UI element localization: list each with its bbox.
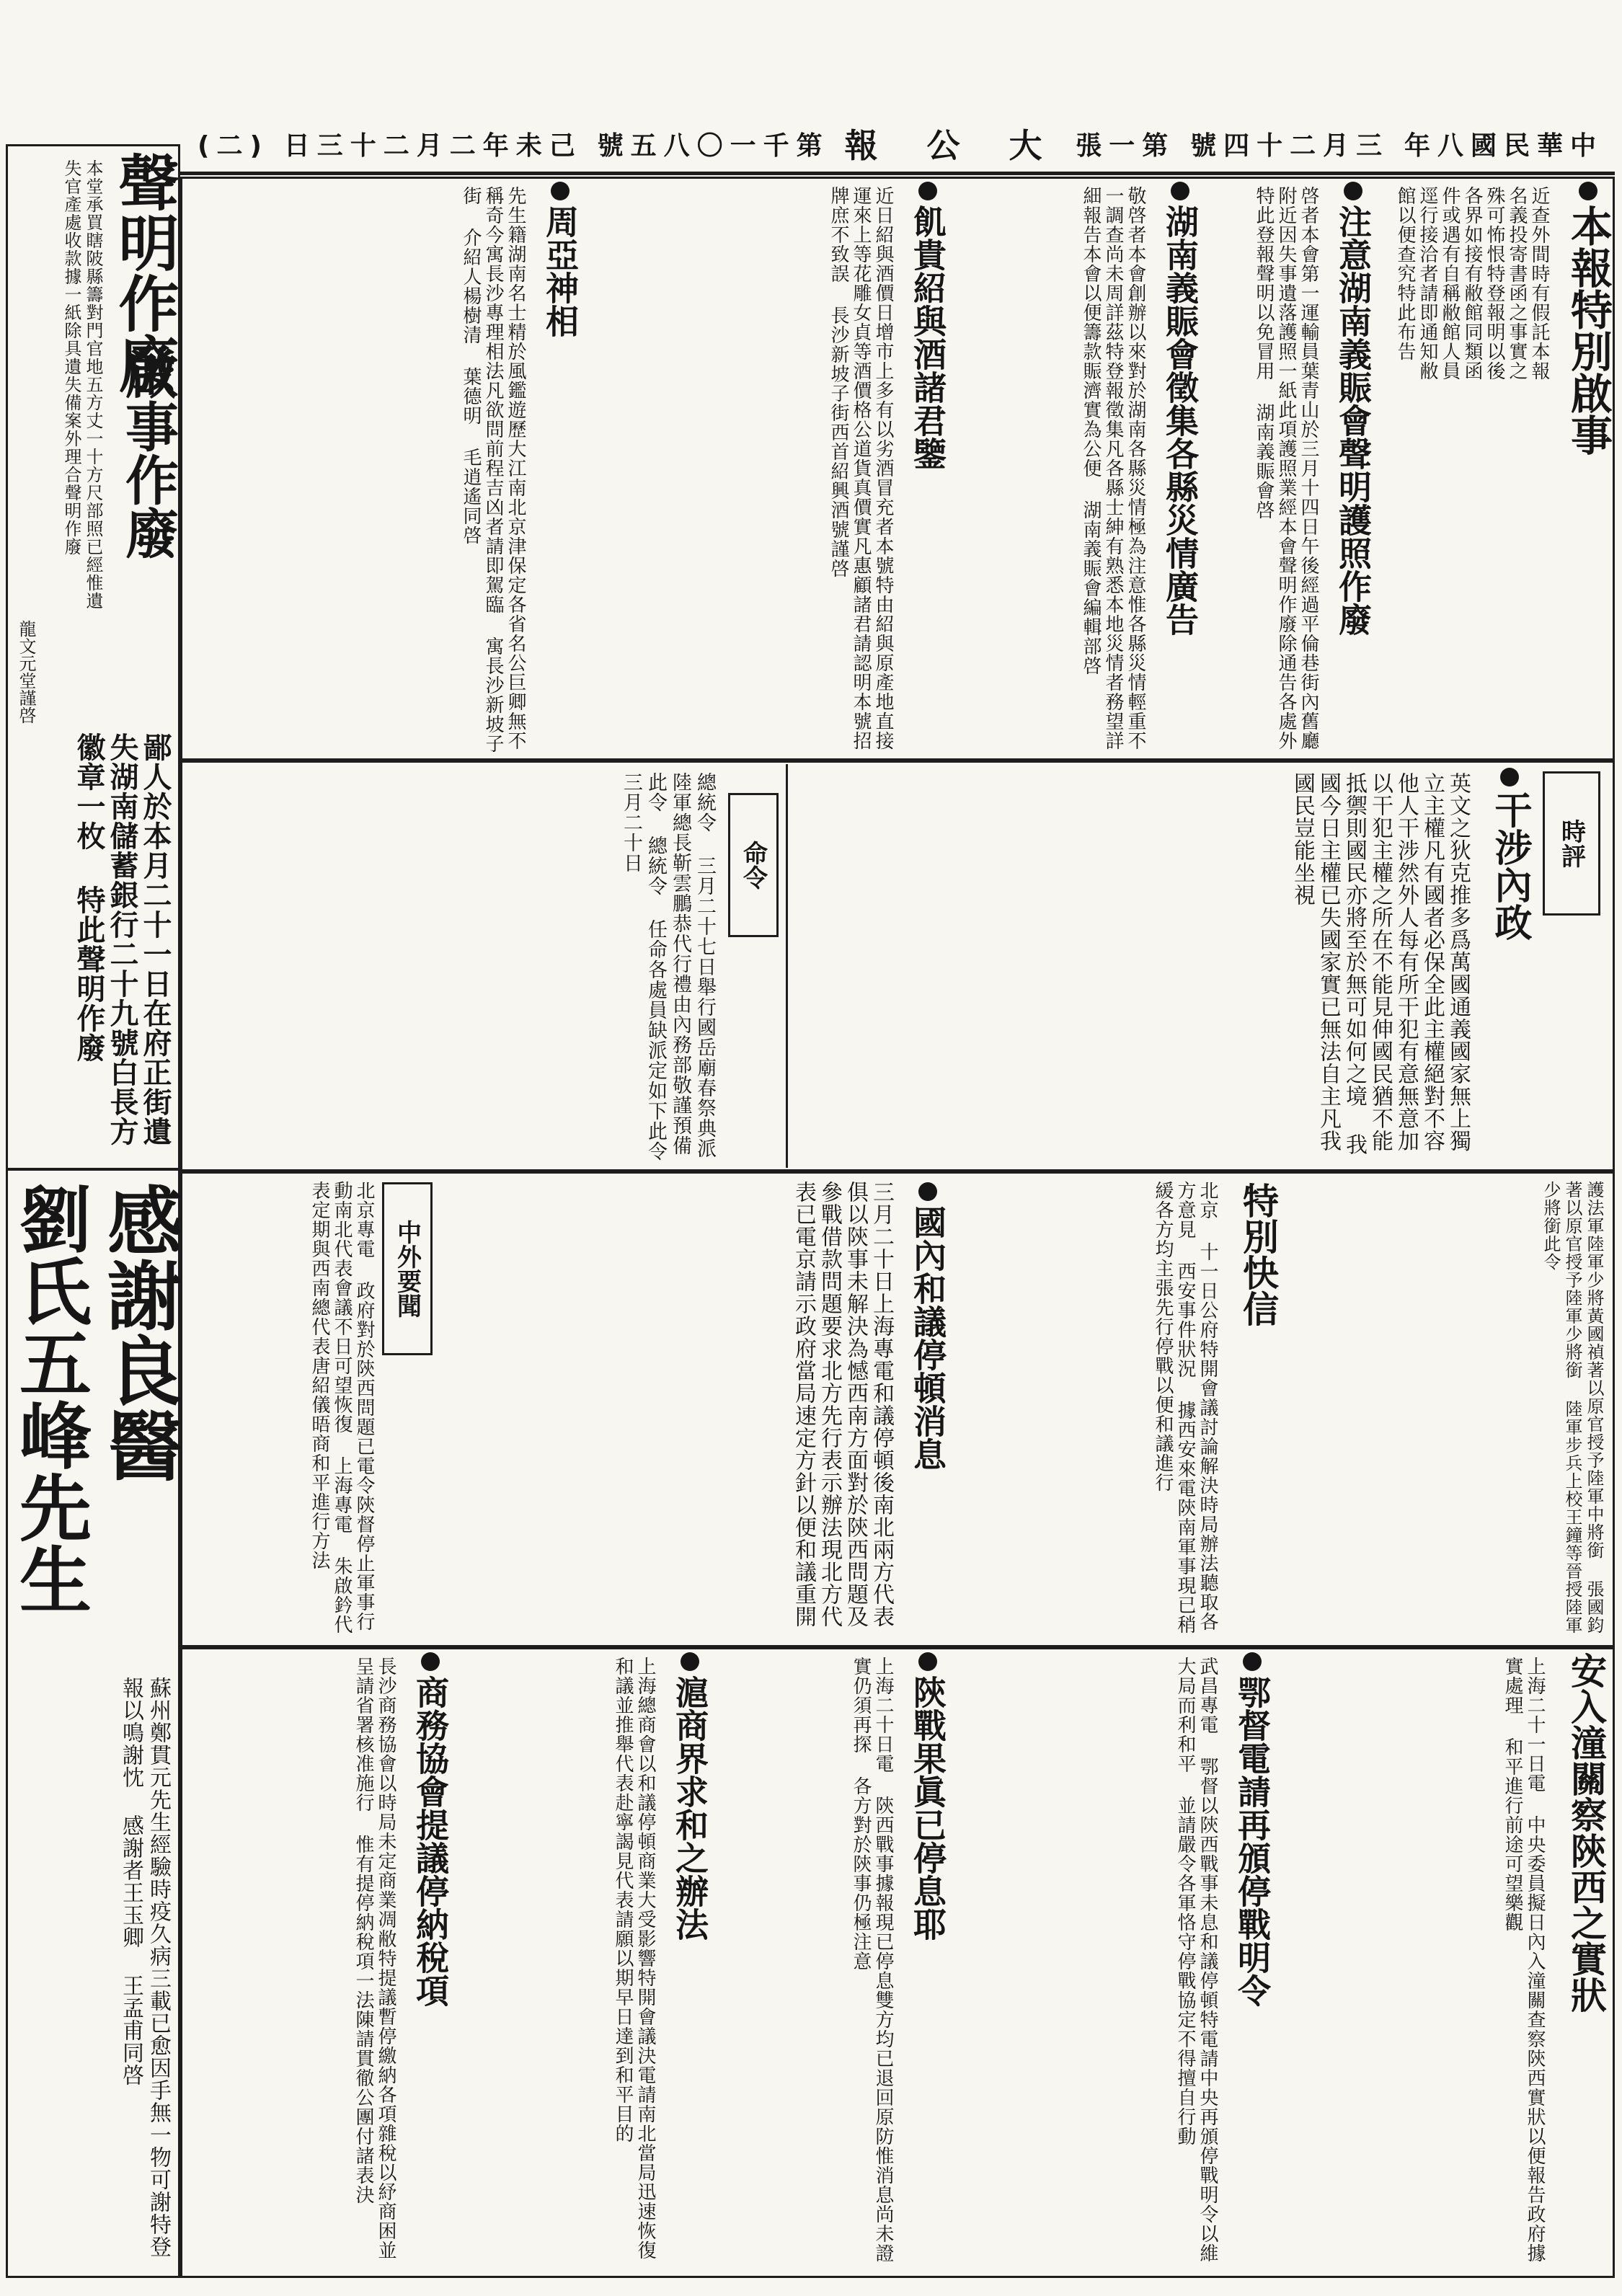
weekday-line: 號四十二月三 xyxy=(1190,130,1390,161)
ad1-text: 本堂承買瞎陂縣籌對門官地五方丈一十方尺部照已經惟遺失官產處收款據一紙除具遺失備案外理合聲明作廢 xyxy=(61,159,103,610)
ad2-title: 啟事作廢 xyxy=(117,346,179,559)
left-ad-divider xyxy=(7,1168,179,1171)
a14-title: 滬商界求和之辦法 xyxy=(663,1652,706,1969)
ad1-signer: 龍文元堂謹啓 xyxy=(16,620,36,724)
orders-badge: 命令 xyxy=(728,793,779,937)
a4-text: 近日紹與酒價日增市上多有以劣酒冒充者本號特由紹與原產地直接運來上等花雕女貞等酒價格公道貨真價實凡惠顧諸君請認明本號招牌庶不致誤 長沙新坡子街西首紹興酒號謹啓 xyxy=(828,186,894,750)
issue-number: 號五八〇一千第 xyxy=(597,130,830,161)
a1-text: 近查外間時有假託本報名義投寄書函之事實之殊可怖恨特登報明以後各界如接有敝館同類函件或遇有自稱敝館人員逕行接洽者請即通知敝館以便查究特此布告 xyxy=(1394,186,1550,381)
a3-text: 敬啓者本會創辦以來對於湖南各縣災情極為注意惟各縣災情輕重不一調查尚未周詳茲特登報徵集凡各縣士紳有熟悉本地災情者務望詳細報告本會以便籌款賑濟實為公便 湖南義賑會編輯部啓 xyxy=(1080,186,1146,750)
a10-text: 北京 十一日公府特開會議討論解決時局辦法聽取各方意見 西安事件狀況 據西安來電陝南軍事現已稍緩各方均主張先行停戰以便和議進行 xyxy=(1152,1181,1218,1634)
a12-text: 武昌專電 鄂督以陝西戰事未息和議停頓特電請中央再頒停戰明令以維大局而利和平 並請嚴令各軍恪守停戰協定不得擅自行動 xyxy=(1174,1657,1218,2263)
bullet-icon xyxy=(1500,768,1519,786)
commentary-badge: 時評 xyxy=(1543,771,1600,916)
a2-title: 注意湖南義賑會聲明護照作廢 xyxy=(1326,182,1370,585)
masthead-strip xyxy=(186,115,1615,172)
middle-divider xyxy=(786,764,788,1168)
bullet-icon xyxy=(1171,182,1189,200)
a6-text: 英文之狄克推多爲萬國通義國家無上獨立主權凡有國者必保全此主權絕對不容他人干涉然外人每有所干犯有意無意加以干犯主權之所在不能見伸國民猶不能抵禦則國民亦將至於無可如何之境 我國今日主權已失國家實已無法自主凡我國民豈能坐視 xyxy=(1290,772,1471,1156)
bullet-icon xyxy=(551,182,570,200)
a5-text: 先生籍湖南名士精於風鑑遊歷大江南北京津保定各省名公巨卿無不稱奇今寓長沙專理相法凡欲問前程吉凶者請即駕臨 寓長沙新坡子街 介紹人楊樹清 葉德明 毛逍遙同啓 xyxy=(460,186,526,753)
a12-title: 鄂督電請再頒停戰明令 xyxy=(1226,1652,1269,2027)
bullet-icon xyxy=(1243,1652,1262,1671)
a14-text: 上海總商會以和議停頓商業大受影響特開會議決電請南北當局迅速恢復和議並推舉代表赴寧謁見代表請願以期早日達到和平目的 xyxy=(612,1657,656,2260)
a4-title: 飢貴紹與酒諸君鑒 xyxy=(901,182,944,542)
a11-title: 陝戰果眞已停息耶 xyxy=(901,1652,944,1984)
a2-text: 啓者本會第一運輸員葉青山於三月十四日午後經過平倫巷街內舊廳附近因失事遺落護照一紙此項護照業經本會聲明作廢除通告各處外特此登報聲明以免冒用 湖南義賑會啓 xyxy=(1253,186,1319,750)
a13-title: 安入潼關察陝西之實狀 xyxy=(1565,1652,1607,2013)
bullet-icon xyxy=(421,1652,440,1671)
sheet-number: 張一第 xyxy=(1076,130,1176,161)
a10-title: 特別快信 xyxy=(1237,1182,1279,1326)
a7-text: 總統令 三月二十七日舉行國岳廟春祭典派陸軍總長靳雲鵬恭代行禮由內務部敬謹預備此令 總統令 任命各處員缺派定如下此令 三月二十日 xyxy=(620,772,716,1161)
a8-text: 三月二十日上海專電和議停頓後南北兩方代表俱以陝事未解決為憾西南方面對於陝西問題及參戰借款問題要求北方先行表示辦法現北方代表已電京請示政府當局速定方針以便和議重開 xyxy=(791,1181,894,1628)
bullet-icon xyxy=(1344,182,1362,200)
a15-text: 長沙商務協會以時局未定商業凋敝特提議暫停繳納各項雜稅以紓商困並呈請省署核准施行 惟有提停納稅項一法陳請貫徹公團付諸表決 xyxy=(353,1657,396,2260)
bullet-icon xyxy=(681,1652,699,1671)
a8-title: 國內和議停頓消息 xyxy=(901,1182,944,1579)
chronicle-text: 護法軍陸軍少將黃國禎著以原官授予陸軍中將銜 張國鈞著以原官授予陸軍少將銜 陸軍步兵上校王鐘等晉授陸軍少將銜此令 xyxy=(1541,1181,1604,1634)
ad3-title: 感謝良醫 xyxy=(94,1182,182,1482)
masthead-rule xyxy=(180,172,1615,175)
bullet-icon xyxy=(918,1182,937,1201)
ad1-title: 聲明作廢 xyxy=(109,151,180,394)
news-badge: 中外要聞 xyxy=(382,1182,433,1355)
a11-text: 上海二十日電 陝西戰事據報現已停息雙方均已退回原防惟消息尚未證實仍須再探 各方對於陝事仍極注意 xyxy=(850,1657,894,2263)
date-line: 日三十二月二年未己 xyxy=(283,130,582,161)
bullet-icon xyxy=(1579,182,1597,200)
a9-text: 北京專電 政府對於陝西問題已電令陝督停止軍事行動南北代表會議不日可望恢復 上海專電 朱啟鈐代表定期與西南總代表唐紹儀晤商和平進行方法 xyxy=(309,1181,375,1634)
ad3-subtitle: 劉氏五峰先生 xyxy=(7,1182,92,1615)
ad2-text: 鄙人於本月二十一日在府正街遺失湖南儲蓄銀行二十九號白長方徽章一枚 特此聲明作廢 xyxy=(72,732,172,1146)
page-number: (二) xyxy=(198,130,269,161)
a15-title: 商務協會提議停納稅項 xyxy=(404,1652,447,2027)
ad3-text: 蘇州鄭貫元先生經驗時疫久病三載已愈因手無一物可謝特登報以鳴謝忱 感謝者王玉卿 王孟甫同啓 xyxy=(118,1677,171,2258)
bullet-icon xyxy=(918,182,937,200)
bullet-icon xyxy=(918,1652,937,1671)
a6-title: 干涉內政 xyxy=(1478,768,1528,955)
a1-title: 本報特別啟事 xyxy=(1557,182,1609,398)
a5-title: 周亞神相 xyxy=(533,182,577,369)
year-line: 年八國民華中 xyxy=(1404,130,1603,161)
a3-title: 湖南義賑會徵集各縣災情廣告 xyxy=(1153,182,1197,629)
a13-text: 上海二十一日電 中央委員擬日內入潼關查察陝西實狀以便報告政府據實處理 和平進行前途可望樂觀 xyxy=(1502,1657,1546,2263)
paper-name: 報 公 大 xyxy=(844,126,1061,165)
